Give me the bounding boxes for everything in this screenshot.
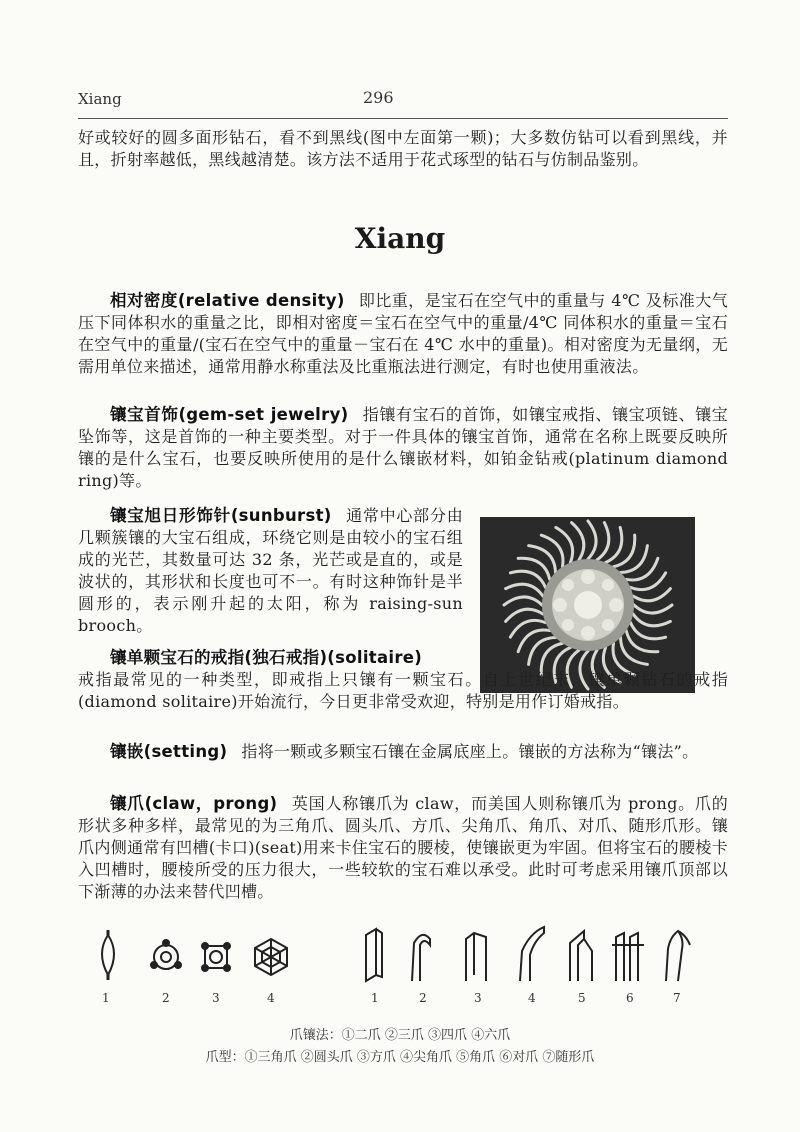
pointed-prong-icon bbox=[520, 927, 544, 981]
page-number: 296 bbox=[363, 88, 394, 107]
figure-number: 4 bbox=[267, 991, 275, 1005]
entry-gem-set-jewelry bbox=[78, 404, 728, 492]
figure-number: 1 bbox=[371, 991, 379, 1005]
entry-head: 镶宝旭日形饰针(sunburst) bbox=[110, 506, 332, 525]
figure-number: 7 bbox=[673, 991, 681, 1005]
section-title: Xiang bbox=[354, 222, 446, 255]
header-rule bbox=[78, 118, 728, 119]
running-head bbox=[78, 90, 728, 112]
prong-figure bbox=[78, 915, 728, 1015]
entry-body: 戒指最常见的一种类型，即戒指上只镶有一颗宝石。自上世纪末，镶单颗钻石的戒指(diamond solitaire)开始流行，今日更非常受欢迎，特别是用作订婚戒指。 bbox=[78, 670, 728, 711]
figure-number: 2 bbox=[419, 991, 427, 1005]
figure-caption-methods: 爪镶法：①二爪 ②三爪 ③四爪 ④六爪 bbox=[289, 1028, 511, 1043]
triangle-prong-icon bbox=[366, 929, 382, 981]
entry-head: 相对密度(relative density) bbox=[110, 291, 345, 310]
entry-body: 即比重，是宝石在空气中的重量与 4℃ 及标准大气压下同体积水的重量之比，即相对密度＝宝石在空气中的重量/4℃ 同体积水的重量＝宝石在空气中的重量/(宝石在空气中的重量－宝石在 4℃ 水中的重量)。相对密度为无量纲，无需用单位来描述，通常用静水称重法及比重瓶法进行测定，有时也使用重液法。 bbox=[78, 291, 728, 376]
continuation-paragraph: 好或较好的圆多面形钻石，看不到黑线(图中左面第一颗)；大多数仿钻可以看到黑线，并且，折射率越低，黑线越清楚。该方法不适用于花式琢型的钻石与仿制品鉴别。 bbox=[78, 128, 728, 169]
two-prong-setting-icon bbox=[102, 930, 114, 980]
shaped-prong-icon bbox=[666, 931, 690, 981]
entry-head: 镶嵌(setting) bbox=[110, 742, 228, 761]
four-prong-setting-icon bbox=[202, 943, 230, 971]
figure-number: 5 bbox=[578, 991, 586, 1005]
figure-number: 1 bbox=[102, 991, 110, 1005]
six-prong-setting-icon bbox=[255, 939, 287, 975]
entry-body: 指将一颗或多颗宝石镶在金属底座上。镶嵌的方法称为“镶法”。 bbox=[241, 742, 699, 761]
double-prong-icon bbox=[612, 933, 644, 981]
figure-number: 4 bbox=[528, 991, 536, 1005]
figure-number: 2 bbox=[162, 991, 170, 1005]
entry-sunburst bbox=[78, 505, 463, 637]
entry-setting bbox=[78, 741, 728, 763]
entry-head: 镶宝首饰(gem-set jewelry) bbox=[110, 405, 349, 424]
entry-head: 镶爪(claw，prong) bbox=[110, 794, 278, 813]
entry-claw-prong bbox=[78, 793, 728, 903]
entry-body: 通常中心部分由几颗簇镶的大宝石组成，环绕它则是由较小的宝石组成的光芒，其数量可达 32 条，光芒或是直的，或是波状的，其形状和长度也可不一。有时这种饰针是半圆形的，表示刚升起的太阳，称为 raising-sun brooch。 bbox=[78, 506, 463, 635]
figure-number: 6 bbox=[626, 991, 634, 1005]
figure-number: 3 bbox=[474, 991, 482, 1005]
figure-number: 3 bbox=[212, 991, 220, 1005]
prong-illustration bbox=[78, 915, 728, 990]
angle-prong-icon bbox=[570, 931, 592, 981]
entry-relative-density bbox=[78, 290, 728, 378]
round-head-prong-icon bbox=[412, 935, 430, 981]
entry-body: 英国人称镶爪为 claw，而美国人则称镶爪为 prong。爪的形状多种多样，最常见的为三角爪、圆头爪、方爪、尖角爪、角爪、对爪、随形爪形。镶爪内侧通常有凹槽(卡口)(seat)用来卡住宝石的腰棱，使镶嵌更为牢固。但将宝石的腰棱卡入凹槽时，腰棱所受的压力很大，一些较软的宝石难以承受。此时可考虑采用镶爪顶部以下渐薄的办法来替代凹槽。 bbox=[78, 794, 729, 901]
entry-body: 指镶有宝石的首饰，如镶宝戒指、镶宝项链、镶宝坠饰等，这是首饰的一种主要类型。对于一件具体的镶宝首饰，通常在名称上既要反映所镶的是什么宝石，也要反映所使用的是什么镶嵌材料，如铂金钻戒(platinum diamond ring)等。 bbox=[78, 405, 728, 490]
figure-caption-types: 爪型：①三角爪 ②圆头爪 ③方爪 ④尖角爪 ⑤角爪 ⑥对爪 ⑦随形爪 bbox=[205, 1050, 595, 1065]
running-head-title: Xiang bbox=[78, 90, 122, 108]
entry-head: 镶单颗宝石的戒指(独石戒指)(solitaire) bbox=[110, 648, 423, 667]
square-prong-icon bbox=[466, 933, 486, 981]
three-prong-setting-icon bbox=[151, 940, 181, 969]
entry-solitaire bbox=[78, 647, 728, 713]
